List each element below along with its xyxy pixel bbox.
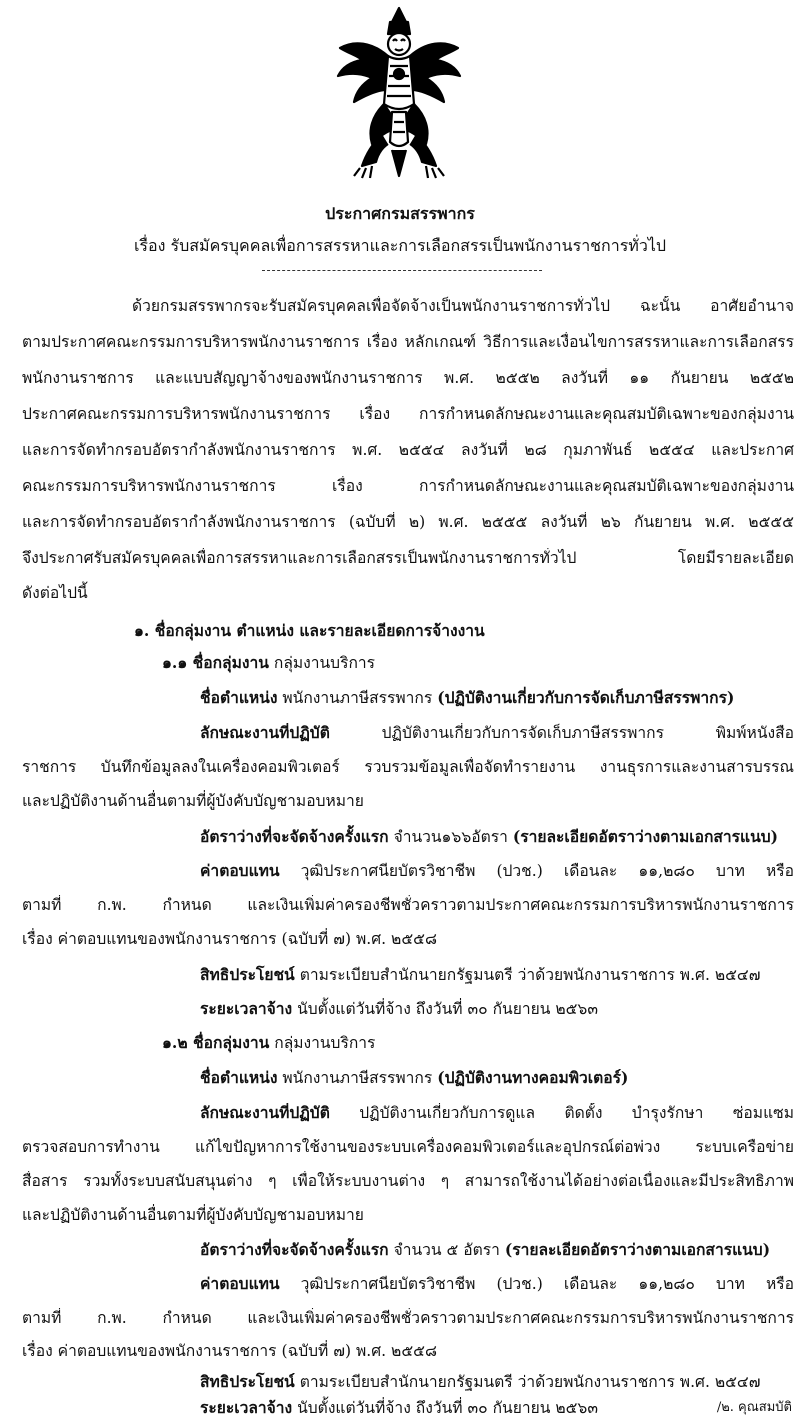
s11-term-value: นับตั้งแต่วันที่จ้าง ถึงวันที่ ๓๐ กันยายน ๒๕๖๓ bbox=[292, 1000, 598, 1018]
announcement-subject: เรื่อง รับสมัครบุคคลเพื่อการสรรหาและการเลือกสรรเป็นพนักงานราชการทั่วไป bbox=[133, 236, 667, 255]
s12-pos-value: พนักงานภาษีสรรพากร bbox=[277, 1069, 438, 1087]
s11-term-label: ระยะเวลาจ้าง bbox=[200, 999, 293, 1018]
s11-pos-label: ชื่อตำแหน่ง bbox=[200, 688, 278, 707]
s12-duty-text-1: ปฏิบัติงานเกี่ยวกับการดูแล ติดตั้ง บำรุงรักษา ซ่อมแซม bbox=[329, 1104, 794, 1122]
s12-ben-value: ตามระเบียบสำนักนายกรัฐมนตรี ว่าด้วยพนักงานราชการ พ.ศ. ๒๕๔๗ bbox=[294, 1373, 761, 1391]
s11-benefits bbox=[200, 965, 760, 985]
intro-line-9: ดังต่อไปนี้ bbox=[22, 584, 88, 602]
s11-vac-value: จำนวน๑๖๖อัตรา bbox=[388, 828, 513, 846]
s12-pay-line-2: ตามที่ ก.พ. กำหนด และเงินเพิ่มค่าครองชีพชั่วคราวตามประกาศคณะกรรมการบริหารพนักงานราชการ bbox=[22, 1309, 794, 1327]
section-1-heading: ๑. ชื่อกลุ่มงาน ตำแหน่ง และรายละเอียดการจ้างงาน bbox=[134, 621, 485, 640]
s11-vac-detail: (รายละเอียดอัตราว่างตามเอกสารแนบ) bbox=[512, 827, 779, 846]
s12-duty-line-1 bbox=[200, 1103, 794, 1123]
s11-group-value: กลุ่มงานบริการ bbox=[268, 654, 376, 672]
s12-position bbox=[200, 1068, 628, 1088]
announcement-title: ประกาศกรมสรรพากร bbox=[325, 204, 475, 223]
s12-duty-line-2: ตรวจสอบการทำงาน แก้ไขปัญหาการใช้งานของระบบเครื่องคอมพิวเตอร์และอุปกรณ์ต่อพ่วง ระบบเครือข่าย bbox=[22, 1138, 794, 1156]
garuda-emblem-icon bbox=[332, 4, 466, 182]
s11-pos-value: พนักงานภาษีสรรพากร bbox=[277, 689, 438, 707]
s11-pay-text-1: วุฒิประกาศนียบัตรวิชาชีพ (ปวช.) เดือนละ ๑๑,๒๘๐ บาท หรือ bbox=[279, 862, 794, 880]
s11-pay-line-3: เรื่อง ค่าตอบแทนของพนักงานราชการ (ฉบับที่ ๗) พ.ศ. ๒๕๕๘ bbox=[22, 930, 437, 948]
s12-vac-value: จำนวน ๕ อัตรา bbox=[388, 1241, 505, 1259]
s12-duty-line-3: สื่อสาร รวมทั้งระบบสนับสนุนต่าง ๆ เพื่อให้ระบบงานต่าง ๆ สามารถใช้งานได้อย่างต่อเนื่องและมีประสิทธิภาพ bbox=[22, 1172, 794, 1190]
s11-pay-line-1 bbox=[200, 861, 794, 881]
s11-duty-line-3: และปฏิบัติงานด้านอื่นตามที่ผู้บังคับบัญชามอบหมาย bbox=[22, 792, 364, 810]
intro-line-5: และการจัดทำกรอบอัตรากำลังพนักงานราชการ พ.ศ. ๒๕๕๔ ลงวันที่ ๒๘ กุมภาพันธ์ ๒๕๕๔ และประกาศ bbox=[22, 441, 794, 459]
s12-pay-line-1 bbox=[200, 1274, 794, 1294]
s11-pay-line-2: ตามที่ ก.พ. กำหนด และเงินเพิ่มค่าครองชีพชั่วคราวตามประกาศคณะกรรมการบริหารพนักงานราชการ bbox=[22, 896, 794, 914]
intro-line-4: ประกาศคณะกรรมการบริหารพนักงานราชการ เรื่อง การกำหนดลักษณะงานและคุณสมบัติเฉพาะของกลุ่มงาน bbox=[22, 405, 794, 423]
s11-vacancy bbox=[200, 827, 778, 847]
s12-group-label: ๑.๒ ชื่อกลุ่มงาน bbox=[162, 1033, 270, 1052]
intro-line-8: จึงประกาศรับสมัครบุคคลเพื่อการสรรหาและการเลือกสรรเป็นพนักงานราชการทั่วไป โดยมีรายละเอียด bbox=[22, 549, 794, 567]
s11-ben-value: ตามระเบียบสำนักนายกรัฐมนตรี ว่าด้วยพนักงานราชการ พ.ศ. ๒๕๔๗ bbox=[294, 966, 761, 984]
s11-duty-line-1 bbox=[200, 723, 794, 743]
s12-term-label: ระยะเวลาจ้าง bbox=[200, 1398, 293, 1417]
s11-position bbox=[200, 688, 734, 708]
divider-line bbox=[262, 270, 542, 271]
s11-group bbox=[162, 653, 375, 673]
s12-term-value: นับตั้งแต่วันที่จ้าง ถึงวันที่ ๓๐ กันยายน ๒๕๖๓ bbox=[292, 1399, 598, 1417]
s12-pos-label: ชื่อตำแหน่ง bbox=[200, 1068, 278, 1087]
s11-pos-detail: (ปฏิบัติงานเกี่ยวกับการจัดเก็บภาษีสรรพากร) bbox=[437, 688, 735, 707]
intro-line-2: ตามประกาศคณะกรรมการบริหารพนักงานราชการ เรื่อง หลักเกณฑ์ วิธีการและเงื่อนไขการสรรหาและการเลือกสรร bbox=[22, 333, 794, 351]
s11-vac-label: อัตราว่างที่จะจัดจ้างครั้งแรก bbox=[200, 827, 389, 846]
s12-pos-detail: (ปฏิบัติงานทางคอมพิวเตอร์) bbox=[437, 1068, 629, 1087]
s11-ben-label: สิทธิประโยชน์ bbox=[200, 965, 295, 984]
s12-pay-text-1: วุฒิประกาศนียบัตรวิชาชีพ (ปวช.) เดือนละ ๑๑,๒๘๐ บาท หรือ bbox=[279, 1275, 794, 1293]
s12-vacancy bbox=[200, 1240, 770, 1260]
s12-vac-detail: (รายละเอียดอัตราว่างตามเอกสารแนบ) bbox=[504, 1240, 771, 1259]
s12-group-value: กลุ่มงานบริการ bbox=[269, 1034, 376, 1052]
s12-vac-label: อัตราว่างที่จะจัดจ้างครั้งแรก bbox=[200, 1240, 389, 1259]
s11-term bbox=[200, 999, 598, 1019]
s12-benefits bbox=[200, 1372, 760, 1392]
s11-duty-text-1: ปฏิบัติงานเกี่ยวกับการจัดเก็บภาษีสรรพากร พิมพ์หนังสือ bbox=[329, 724, 794, 742]
s11-duty-line-2: ราชการ บันทึกข้อมูลลงในเครื่องคอมพิวเตอร์ รวบรวมข้อมูลเพื่อจัดทำรายงาน งานธุรการและงานสารบรรณ bbox=[22, 758, 794, 776]
s11-duty-label: ลักษณะงานที่ปฏิบัติ bbox=[200, 723, 330, 742]
s12-duty-line-4: และปฏิบัติงานด้านอื่นตามที่ผู้บังคับบัญชามอบหมาย bbox=[22, 1206, 364, 1224]
s12-pay-line-3: เรื่อง ค่าตอบแทนของพนักงานราชการ (ฉบับที่ ๗) พ.ศ. ๒๕๕๘ bbox=[22, 1342, 437, 1360]
s12-duty-label: ลักษณะงานที่ปฏิบัติ bbox=[200, 1103, 330, 1122]
s12-pay-label: ค่าตอบแทน bbox=[200, 1274, 280, 1293]
s12-group bbox=[162, 1033, 375, 1053]
s12-term bbox=[200, 1398, 598, 1418]
intro-line-3: พนักงานราชการ และแบบสัญญาจ้างของพนักงานราชการ พ.ศ. ๒๕๕๒ ลงวันที่ ๑๑ กันยายน ๒๕๕๒ bbox=[22, 369, 794, 387]
page-continuation: /๒. คุณสมบัติ bbox=[716, 1400, 792, 1415]
s11-pay-label: ค่าตอบแทน bbox=[200, 861, 280, 880]
intro-line-7: และการจัดทำกรอบอัตรากำลังพนักงานราชการ (ฉบับที่ ๒) พ.ศ. ๒๕๕๕ ลงวันที่ ๒๖ กันยายน พ.ศ. ๒๕๕๕ bbox=[22, 513, 794, 531]
intro-line-1: ด้วยกรมสรรพากรจะรับสมัครบุคคลเพื่อจัดจ้างเป็นพนักงานราชการทั่วไป ฉะนั้น อาศัยอำนาจ bbox=[132, 297, 794, 315]
s11-group-label: ๑.๑ ชื่อกลุ่มงาน bbox=[162, 653, 269, 672]
s12-ben-label: สิทธิประโยชน์ bbox=[200, 1372, 295, 1391]
intro-line-6: คณะกรรมการบริหารพนักงานราชการ เรื่อง การกำหนดลักษณะงานและคุณสมบัติเฉพาะของกลุ่มงาน bbox=[22, 477, 794, 495]
